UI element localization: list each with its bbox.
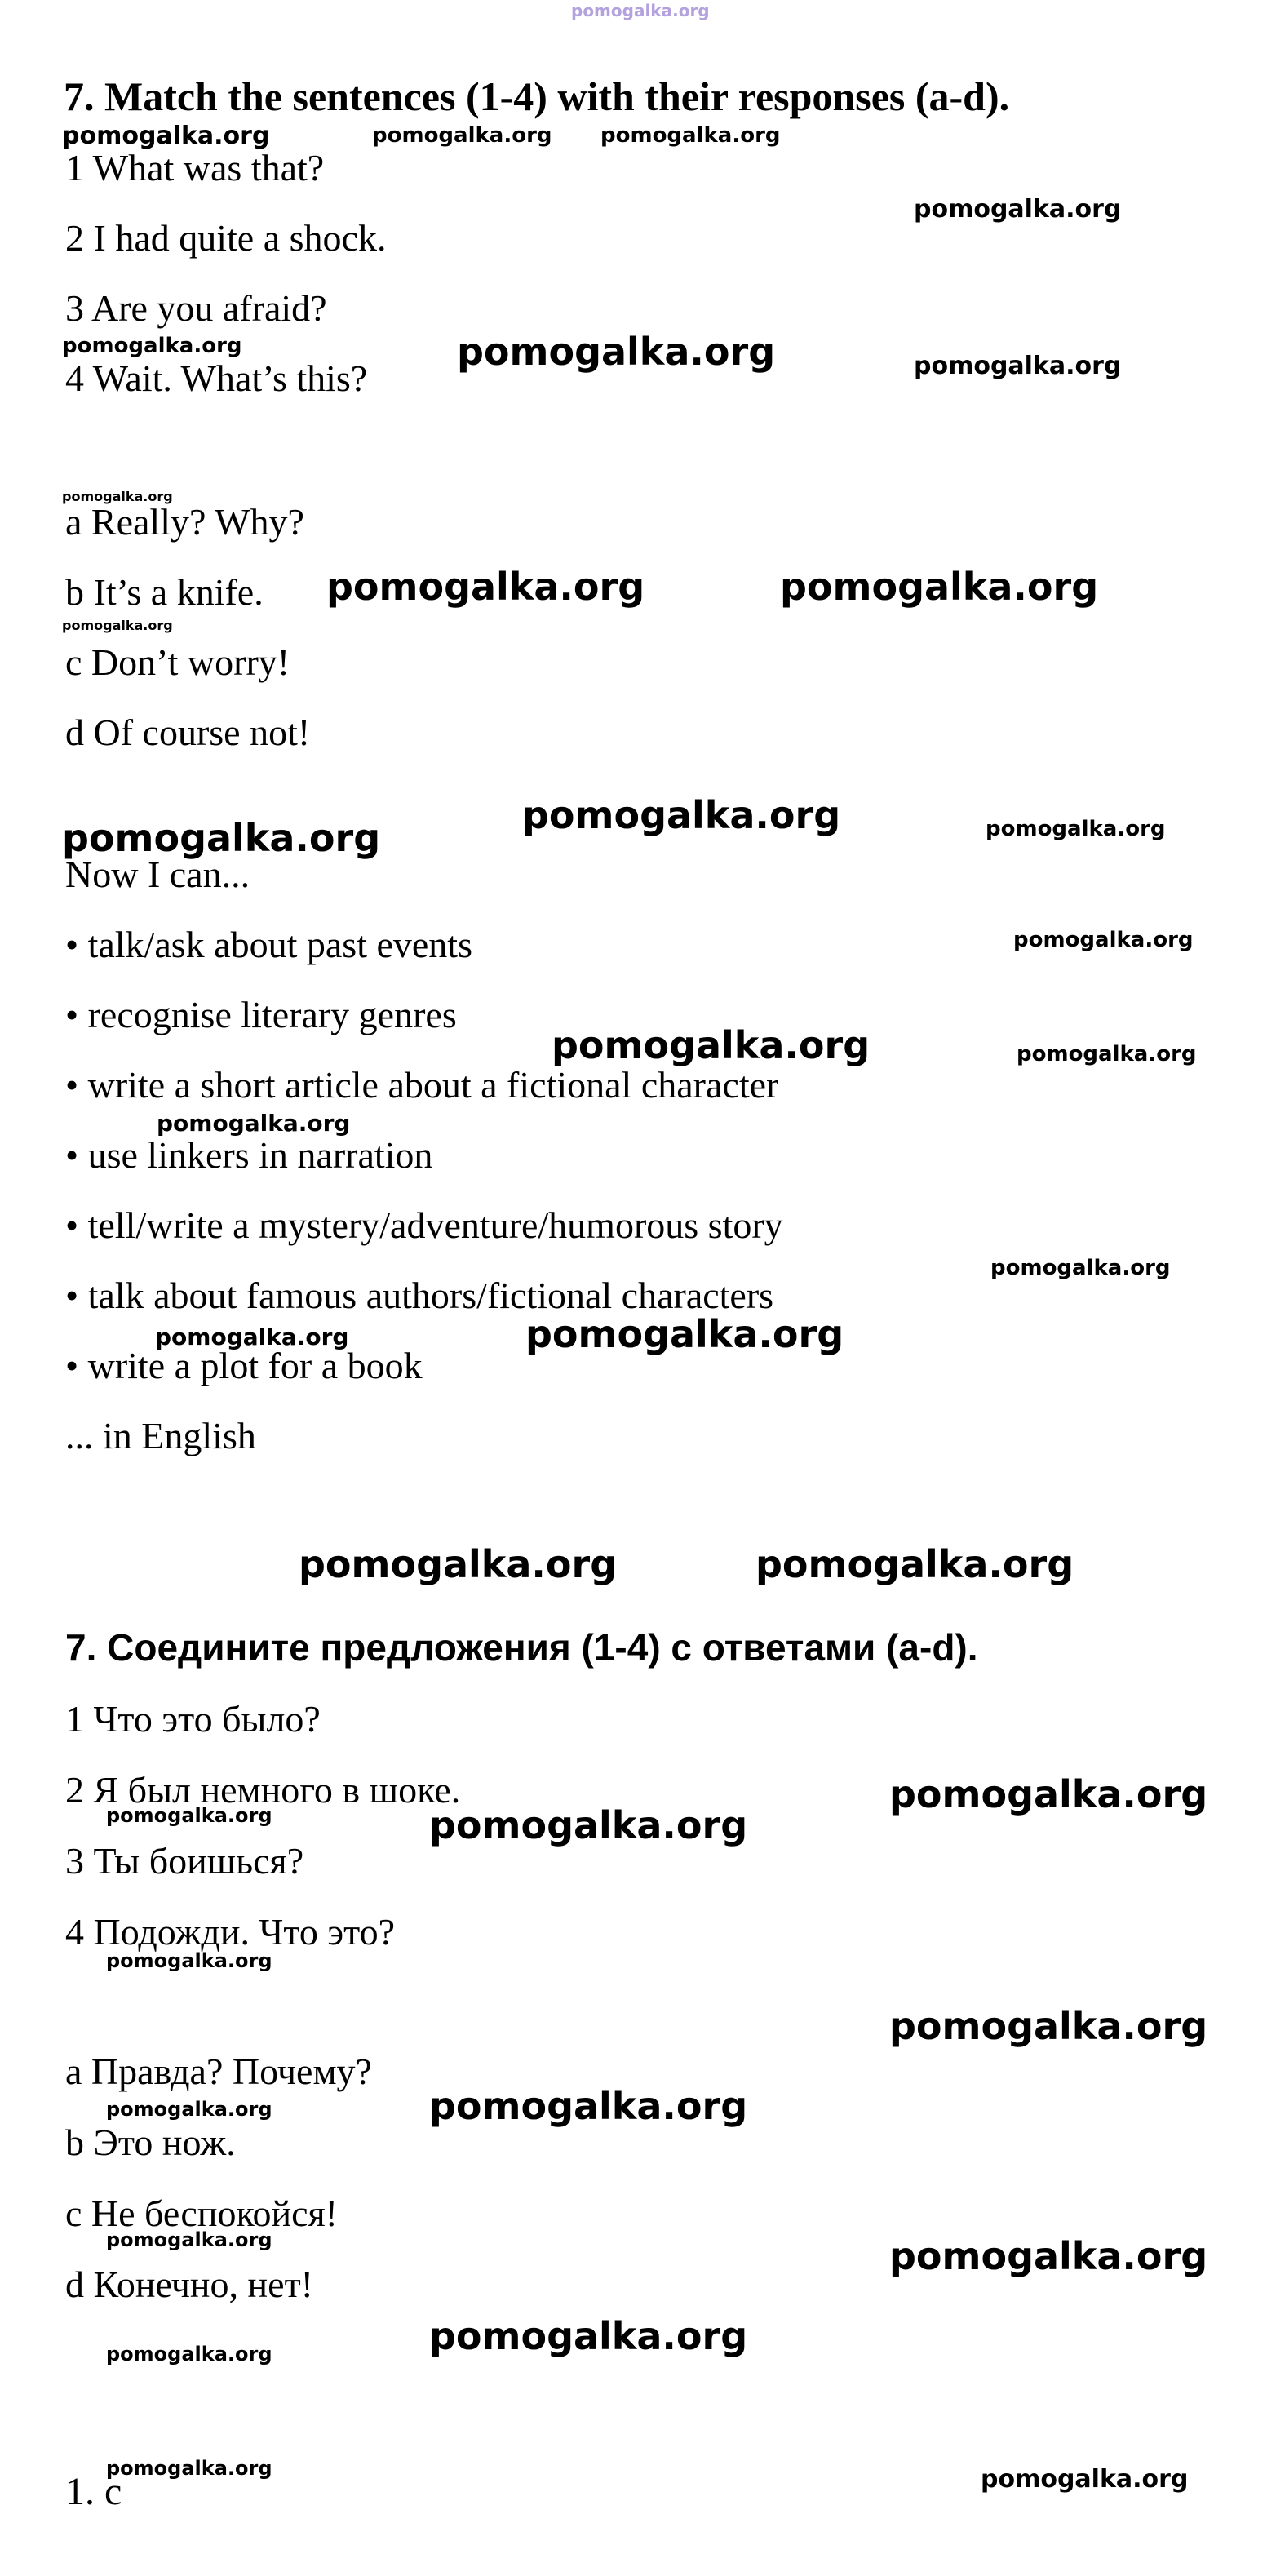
watermark-text: pomogalka.org: [914, 195, 1122, 224]
watermark-text: pomogalka.org: [889, 2004, 1208, 2048]
russian-sentences-list: [65, 1683, 460, 1967]
watermark-text: pomogalka.org: [780, 565, 1099, 609]
russian-sentence: 1 Что это было?: [65, 1698, 321, 1740]
watermark-text: pomogalka.org: [1013, 928, 1194, 952]
watermark-text: pomogalka.org: [429, 2314, 748, 2358]
watermark-text: pomogalka.org: [299, 1542, 618, 1586]
watermark-text: pomogalka.org: [981, 2465, 1189, 2494]
watermark-text: pomogalka.org: [62, 334, 242, 358]
russian-sentence: 4 Подожди. Что это?: [65, 1911, 396, 1953]
watermark-text: pomogalka.org: [62, 816, 381, 860]
russian-sentence: 3 Ты боишься?: [65, 1840, 304, 1882]
watermark-text: pomogalka.org: [106, 2098, 272, 2121]
now-i-can-list: [65, 910, 783, 1401]
watermark-text: pomogalka.org: [155, 1323, 349, 1350]
russian-response: d Конечно, нет!: [65, 2263, 313, 2305]
watermark-text: pomogalka.org: [889, 2234, 1208, 2278]
watermark-text: pomogalka.org: [62, 122, 270, 150]
now-i-can-section: [65, 840, 783, 1471]
watermark-text: pomogalka.org: [106, 1949, 272, 1972]
watermark-text: pomogalka.org: [372, 123, 552, 148]
english-task-title: 7. Match the sentences (1-4) with their responses (a-d).: [64, 73, 1010, 119]
now-i-can-item: • talk about famous authors/fictional characters: [65, 1275, 774, 1316]
watermark-text: pomogalka.org: [429, 1803, 748, 1847]
watermark-text: pomogalka.org: [62, 489, 173, 504]
english-response: a Really? Why?: [65, 501, 304, 543]
now-i-can-item: • write a short article about a fictional character: [65, 1064, 779, 1106]
english-sentence: 3 Are you afraid?: [65, 287, 327, 329]
english-sentence: 2 I had quite a shock.: [65, 217, 387, 259]
english-sentences-list: [65, 133, 386, 414]
now-i-can-footer: ... in English: [65, 1415, 256, 1456]
watermark-text: pomogalka.org: [914, 352, 1122, 380]
english-response: b It’s a knife.: [65, 571, 264, 613]
now-i-can-item: • write a plot for a book: [65, 1345, 423, 1386]
now-i-can-item: • use linkers in narration: [65, 1134, 433, 1176]
watermark-text: pomogalka.org: [525, 1312, 844, 1356]
watermark-text: pomogalka.org: [522, 793, 841, 837]
watermark-text: pomogalka.org: [986, 817, 1166, 841]
watermark-text: pomogalka.org: [552, 1023, 871, 1067]
russian-responses-list: [65, 2036, 372, 2320]
watermark-text: pomogalka.org: [106, 2343, 272, 2365]
answer-text: 1. c: [65, 2470, 122, 2513]
watermark-text: pomogalka.org: [106, 2228, 272, 2251]
russian-sentence: 2 Я был немного в шоке.: [65, 1769, 461, 1811]
watermark-text: pomogalka.org: [106, 1804, 272, 1827]
english-sentence: 1 What was that?: [65, 147, 325, 188]
watermark-text: pomogalka.org: [106, 2457, 272, 2480]
now-i-can-item: • tell/write a mystery/adventure/humorous story: [65, 1204, 783, 1246]
russian-task-title: 7. Соедините предложения (1-4) с ответами (a-d).: [65, 1626, 978, 1669]
watermark-text: pomogalka.org: [457, 330, 776, 374]
russian-response: a Правда? Почему?: [65, 2051, 372, 2092]
now-i-can-item: • recognise literary genres: [65, 994, 457, 1035]
english-response: c Don’t worry!: [65, 641, 290, 683]
watermark-text: pomogalka.org: [990, 1256, 1171, 1280]
watermark-text: pomogalka.org: [600, 123, 781, 148]
now-i-can-item: • talk/ask about past events: [65, 924, 472, 965]
watermark-text: pomogalka.org: [326, 565, 645, 609]
now-i-can-heading: Now I can...: [65, 853, 250, 895]
english-sentence: 4 Wait. What’s this?: [65, 357, 368, 399]
watermark-text: pomogalka.org: [62, 618, 173, 633]
watermark-text: pomogalka.org: [157, 1110, 351, 1137]
watermark-text: pomogalka.org: [1017, 1042, 1197, 1066]
watermark-text: pomogalka.org: [571, 1, 710, 20]
watermark-text: pomogalka.org: [889, 1772, 1208, 1816]
english-response: d Of course not!: [65, 712, 311, 753]
english-responses-list: [65, 487, 310, 768]
russian-response: c Не беспокойся!: [65, 2192, 338, 2234]
watermark-text: pomogalka.org: [755, 1542, 1074, 1586]
russian-response: b Это нож.: [65, 2122, 236, 2163]
watermark-text: pomogalka.org: [429, 2084, 748, 2128]
